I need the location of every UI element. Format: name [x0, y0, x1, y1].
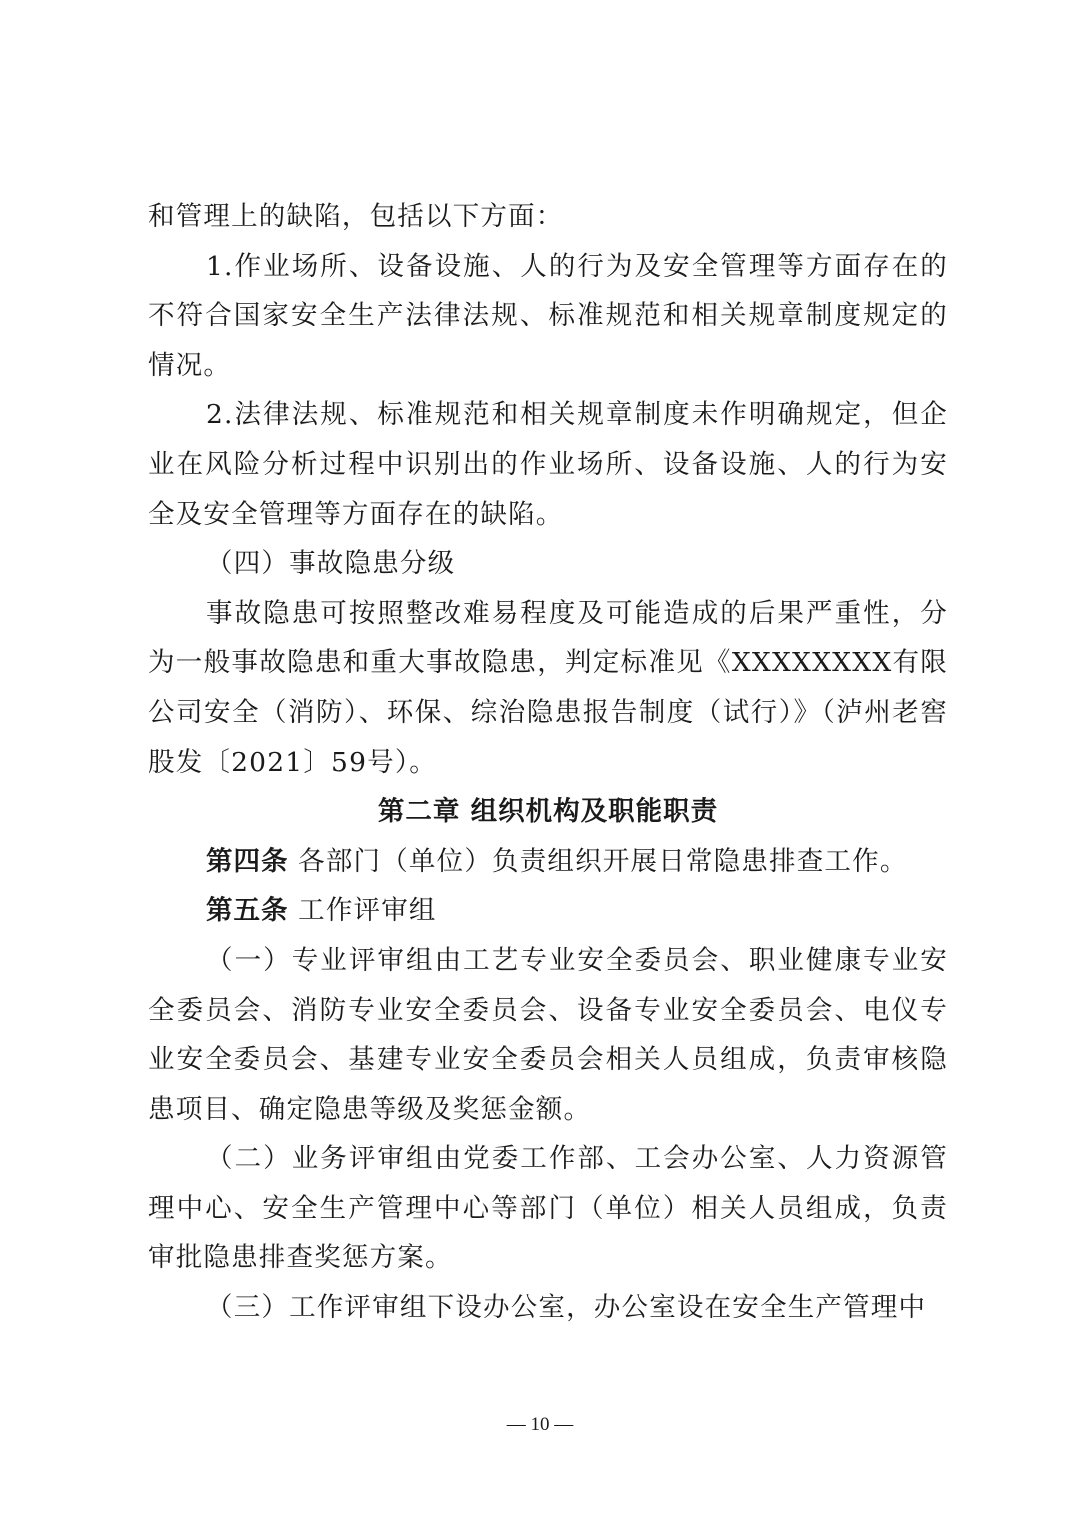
document-body [148, 192, 948, 1333]
article-4-text: 各部门（单位）负责组织开展日常隐患排查工作。 [298, 845, 908, 877]
paragraph-hazard-grading: 事故隐患可按照整改难易程度及可能造成的后果严重性，分为一般事故隐患和重大事故隐患，判定标准见《XXXXXXXX有限公司安全（消防）、环保、综治隐患报告制度（试行）》（泸州老窖股发〔2021〕59号）。 [148, 597, 948, 778]
paragraph-continuation: 和管理上的缺陷，包括以下方面： [148, 201, 564, 232]
article-5-text: 工作评审组 [298, 895, 437, 927]
paragraph-item-2: 2.法律法规、标准规范和相关规章制度未作明确规定，但企业在风险分析过程中识别出的作业场所、设备设施、人的行为安全及安全管理等方面存在的缺陷。 [148, 399, 948, 530]
page-number: — 10 — [506, 1414, 574, 1435]
article-4 [148, 837, 948, 887]
article-4-number: 第四条 [206, 845, 289, 877]
section-heading-hazard-grading: （四）事故隐患分级 [206, 548, 456, 580]
chapter-title: 第二章 组织机构及职能职责 [377, 796, 719, 828]
article-5 [148, 886, 948, 936]
paragraph-item-1: 1.作业场所、设备设施、人的行为及安全管理等方面存在的不符合国家安全生产法律法规、标准规范和相关规章制度规定的情况。 [148, 250, 948, 381]
paragraph-review-office: （三）工作评审组下设办公室，办公室设在安全生产管理中 [206, 1292, 927, 1324]
paragraph-business-review-group: （二）业务评审组由党委工作部、工会办公室、人力资源管理中心、安全生产管理中心等部门（单位）相关人员组成，负责审批隐患排查奖惩方案。 [148, 1143, 948, 1274]
paragraph-professional-review-group: （一）专业评审组由工艺专业安全委员会、职业健康专业安全委员会、消防专业安全委员会、设备专业安全委员会、电仪专业安全委员会、基建专业安全委员会相关人员组成，负责审核隐患项目、确定隐患等级及奖惩金额。 [148, 944, 948, 1125]
article-5-number: 第五条 [206, 895, 289, 927]
